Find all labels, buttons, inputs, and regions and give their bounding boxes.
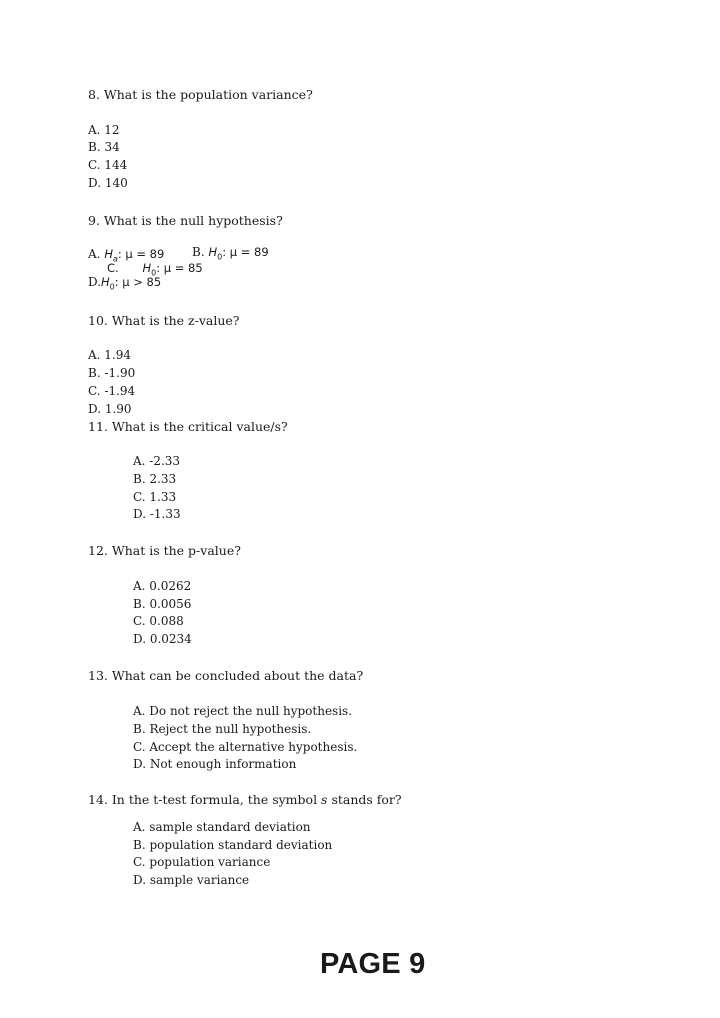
question-12-option-b: B. 0.0056 bbox=[133, 597, 192, 611]
question-12-option-a: A. 0.0262 bbox=[133, 579, 192, 593]
question-11-option-d: D. -1.33 bbox=[133, 507, 181, 521]
question-10-option-c: C. -1.94 bbox=[88, 384, 136, 398]
question-8-option-b: B. 34 bbox=[88, 140, 120, 154]
question-11-option-b: B. 2.33 bbox=[133, 472, 177, 486]
question-11-option-c: C. 1.33 bbox=[133, 490, 177, 504]
question-10-option-d: D. 1.90 bbox=[88, 402, 132, 416]
question-12-prompt: 12. What is the p-value? bbox=[88, 543, 241, 558]
hypothesis-formula: $H_a$: μ = 89 bbox=[104, 247, 165, 264]
option-letter: D. bbox=[88, 275, 102, 289]
hypothesis-formula: $H_0$: μ = 85 bbox=[142, 261, 203, 278]
hypothesis-formula: $H_0$: μ = 89 bbox=[208, 245, 269, 262]
option-letter: C. bbox=[107, 261, 119, 275]
question-13-prompt: 13. What can be concluded about the data? bbox=[88, 668, 364, 683]
question-13-option-c: C. Accept the alternative hypothesis. bbox=[133, 740, 358, 754]
question-9-option-d bbox=[88, 276, 161, 291]
question-12-option-c: C. 0.088 bbox=[133, 614, 184, 628]
question-14-option-b: B. population standard deviation bbox=[133, 838, 333, 852]
question-13-option-b: B. Reject the null hypothesis. bbox=[133, 722, 312, 736]
hypothesis-formula: $H_0$: μ > 85 bbox=[101, 275, 162, 292]
question-14-option-a: A. sample standard deviation bbox=[133, 820, 311, 834]
question-13-option-d: D. Not enough information bbox=[133, 757, 297, 771]
question-9-prompt: 9. What is the null hypothesis? bbox=[88, 213, 283, 228]
question-8-option-d: D. 140 bbox=[88, 176, 128, 190]
question-9-option-b bbox=[192, 246, 269, 261]
question-12-option-d: D. 0.0234 bbox=[133, 632, 192, 646]
option-letter: A. bbox=[88, 247, 101, 261]
question-10-prompt: 10. What is the z-value? bbox=[88, 313, 240, 328]
question-11-prompt: 11. What is the critical value/s? bbox=[88, 419, 288, 434]
question-8-option-a: A. 12 bbox=[88, 123, 120, 137]
question-14-option-c: C. population variance bbox=[133, 855, 271, 869]
question-14-prompt: 14. In the t-test formula, the symbol s stands for? bbox=[88, 792, 402, 807]
question-13-option-a: A. Do not reject the null hypothesis. bbox=[133, 704, 353, 718]
question-10-option-b: B. -1.90 bbox=[88, 366, 136, 380]
option-letter: B. bbox=[192, 245, 205, 259]
question-11-option-a: A. -2.33 bbox=[133, 454, 181, 468]
page-number-label: PAGE 9 bbox=[320, 948, 426, 980]
question-8-option-c: C. 144 bbox=[88, 158, 128, 172]
symbol-s: s bbox=[321, 792, 328, 807]
question-14-option-d: D. sample variance bbox=[133, 873, 250, 887]
question-8-prompt: 8. What is the population variance? bbox=[88, 87, 313, 102]
question-10-option-a: A. 1.94 bbox=[88, 348, 132, 362]
